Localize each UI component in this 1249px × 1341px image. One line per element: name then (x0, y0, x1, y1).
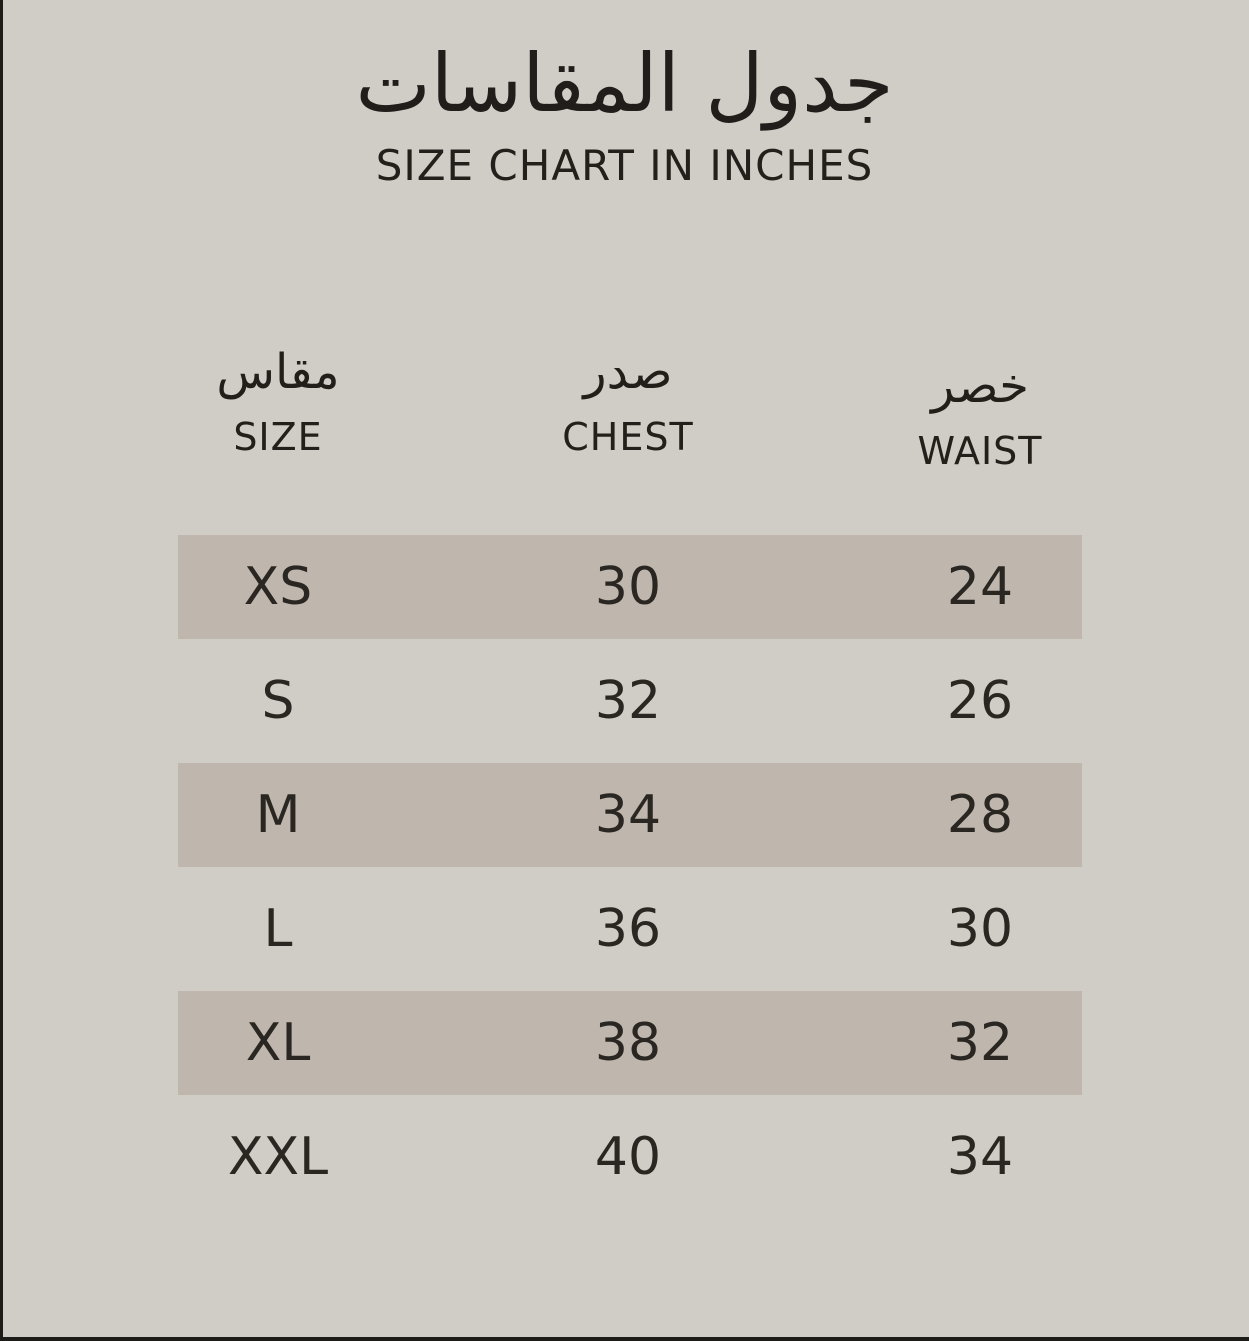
size-table-body (178, 535, 1082, 1219)
waist-cell: 34 (946, 1127, 1014, 1187)
column-header-waist (878, 350, 1082, 474)
waist-header-arabic: خصر (931, 358, 1029, 414)
size-cell: XL (245, 1013, 311, 1073)
table-row (178, 867, 1082, 991)
size-cell: XXL (227, 1127, 329, 1187)
table-row (178, 991, 1082, 1095)
waist-cell: 30 (946, 899, 1014, 959)
chest-cell: 36 (594, 899, 662, 959)
table-row (178, 1095, 1082, 1219)
size-header-english: SIZE (233, 415, 323, 459)
waist-header-english: WAIST (917, 429, 1043, 473)
waist-cell: 28 (946, 785, 1014, 845)
chest-cell: 38 (594, 1013, 662, 1073)
size-cell: L (263, 899, 293, 959)
bottom-edge-border (0, 1337, 1249, 1341)
waist-cell: 26 (946, 671, 1014, 731)
column-header-size (178, 336, 378, 460)
chest-header-arabic: صدر (583, 344, 673, 400)
chest-header-english: CHEST (562, 415, 694, 459)
page-title-english: SIZE CHART IN INCHES (375, 141, 874, 190)
table-row (178, 763, 1082, 867)
column-header-chest (378, 336, 878, 460)
size-cell: S (261, 671, 295, 731)
chest-cell: 32 (594, 671, 662, 731)
size-cell: M (255, 785, 301, 845)
chest-cell: 40 (594, 1127, 662, 1187)
size-header-arabic: مقاس (216, 344, 340, 400)
left-edge-border (0, 0, 3, 1341)
table-row (178, 639, 1082, 763)
title-block (0, 28, 1249, 192)
size-cell: XS (243, 557, 313, 617)
chest-cell: 34 (594, 785, 662, 845)
table-header-row (178, 336, 1082, 473)
table-row (178, 535, 1082, 639)
page-title-arabic: جدول المقاسات (355, 37, 894, 130)
waist-cell: 32 (946, 1013, 1014, 1073)
waist-cell: 24 (946, 557, 1014, 617)
chest-cell: 30 (594, 557, 662, 617)
